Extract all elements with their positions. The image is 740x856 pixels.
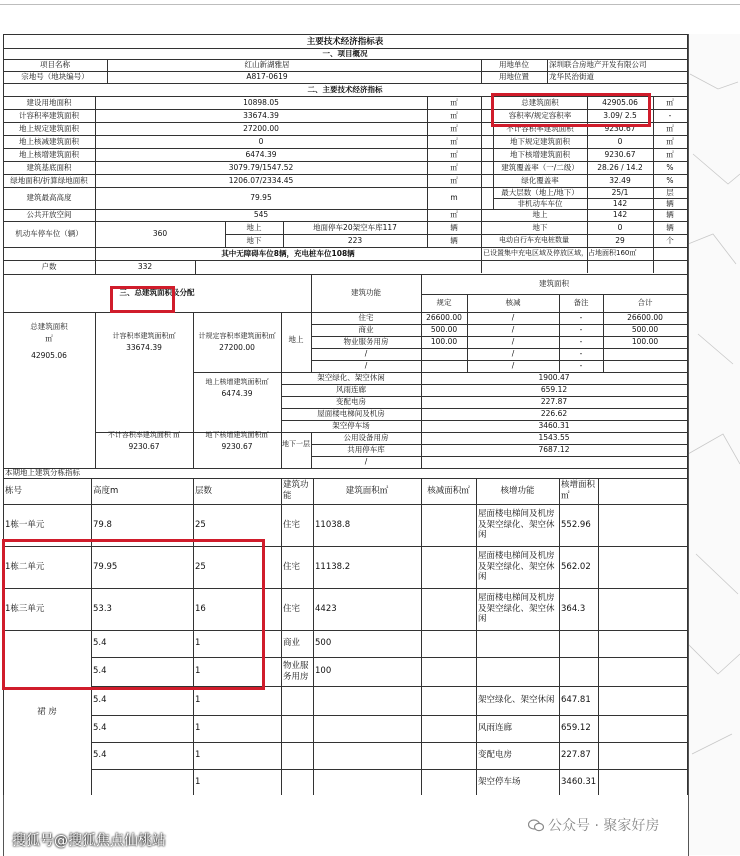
indicator-unit: - (668, 110, 672, 120)
grid-line (603, 294, 604, 312)
ug-area-value: 9230.67 (221, 442, 253, 452)
building-floors: 25 (195, 561, 206, 572)
podium-area (313, 686, 423, 715)
alloc-func: 住宅 (358, 313, 374, 323)
podium-floors: 1 (195, 776, 201, 787)
alloc-note: - (579, 349, 583, 359)
building-height: 53.3 (93, 603, 112, 614)
parking-below: 地下 (246, 235, 262, 245)
inc-area-value: 6474.39 (221, 389, 253, 399)
podium-area (313, 715, 423, 742)
podium-inc-func: 架空绿化、架空休闲 (478, 695, 555, 706)
grid-line (467, 294, 468, 312)
podium-inc-func: 变配电房 (478, 750, 513, 761)
grid-line (559, 312, 560, 372)
total-area-label: 总建筑面积 (30, 322, 68, 332)
indicator-label: 建筑最高高度 (26, 193, 72, 203)
grid-line (311, 456, 687, 457)
indicator-value: 25/1 (611, 187, 629, 197)
indicator-label: 地上规定建筑面积 (19, 123, 79, 133)
land-user-label: 用地单位 (499, 60, 529, 70)
grid-line (3, 34, 687, 35)
ug-func: 共用停车库 (347, 445, 385, 455)
indicator-label: 地上核增建筑面积 (19, 149, 79, 159)
grid-line (95, 96, 96, 221)
podium-inc-area (559, 630, 600, 657)
alloc-total: 26600.00 (627, 313, 663, 323)
building-id: 1栋二单元 (5, 561, 45, 572)
inc-value: 1900.47 (538, 373, 570, 383)
grid-line (311, 432, 312, 468)
above-ground-label: 地上 (288, 335, 304, 345)
grid-line (467, 312, 468, 372)
podium-floors: 1 (195, 723, 201, 734)
building-height: 79.8 (93, 519, 112, 530)
project-name: 红山新湖雅居 (244, 60, 290, 70)
indicator-value: 27200.00 (243, 123, 279, 133)
podium-func: 商业 (283, 638, 301, 649)
indicator-unit: ㎡ (450, 149, 458, 159)
building-height: 79.95 (93, 561, 118, 572)
far-area-value: 33674.39 (126, 343, 162, 353)
indicator-label: 公共开放空间 (26, 210, 72, 220)
highlight-total-area (491, 93, 651, 127)
far-area-label: 计容积率建筑面积㎡ (112, 331, 176, 340)
location: 龙华民治街道 (549, 72, 594, 82)
indicator-value: 9230.67 (604, 123, 636, 133)
parking-value: 0 (617, 222, 623, 232)
podium-inc-func (476, 657, 561, 686)
building-inc-area: 562.02 (561, 561, 591, 572)
alloc-spec (421, 360, 467, 372)
indicator-unit: ㎡ (450, 136, 458, 146)
indicator-label: 绿化覆盖率 (521, 175, 559, 185)
podium-area (313, 742, 423, 769)
podium-label: 裙 房 (37, 707, 57, 718)
parking-below-value: 223 (347, 235, 363, 245)
indicator-value: 32.49 (609, 175, 631, 185)
indicator-label: 非机动车车位 (517, 198, 563, 208)
indicator-label: 建设用地面积 (26, 97, 72, 107)
households-value: 332 (137, 262, 153, 272)
podium-floors: 1 (195, 666, 201, 677)
alloc-spec: 26600.00 (426, 313, 462, 323)
podium-area: 500 (315, 638, 332, 649)
indicator-unit: % (666, 162, 674, 172)
parking-unit: 辆 (666, 210, 674, 220)
indicator-label: 地下规定建筑面积 (510, 136, 570, 146)
section-title: 本期地上建筑分栋指标 (5, 468, 80, 478)
header-building: 栋号 (5, 485, 23, 496)
alloc-total: 100.00 (631, 337, 659, 347)
podium-func: 物业服务用房 (283, 660, 309, 682)
parcel-label: 宗地号（地块编号） (21, 72, 89, 82)
grid-line (281, 372, 282, 432)
grid-line (313, 478, 314, 795)
parking-note: 其中无障碍车位8辆，充电桩车位108辆 (221, 248, 355, 258)
indicator-unit: ㎡ (666, 97, 674, 107)
spec-header: 规定 (436, 298, 452, 308)
architectural-sketch (688, 34, 740, 855)
nonfar-area-label: 不计容积率建筑面积 ㎡ (107, 430, 181, 439)
building-inc-func: 屋面楼电梯间及机房及架空绿化、架空休闲 (478, 509, 555, 541)
header-inc-func: 核增功能 (500, 485, 535, 496)
inc-func: 架空停车场 (332, 421, 370, 431)
indicator-table (3, 34, 688, 855)
indicator-unit: % (666, 175, 674, 185)
alloc-reduce: / (511, 349, 515, 359)
alloc-reduce: / (511, 325, 515, 335)
grid-line (281, 478, 282, 795)
grid-line (311, 444, 687, 445)
indicator-unit: ㎡ (666, 136, 674, 146)
parking-label: 机动车停车位（辆） (15, 229, 83, 239)
grid-line (281, 408, 687, 409)
watermark-right-text: 公众号 · 聚家好房 (548, 818, 660, 834)
podium-area (313, 769, 423, 795)
ev-charger-label: 电动自行车充电桩数量 (499, 236, 569, 244)
parking-note-right: 已设置集中充电区域及停放区域，占地面积160㎡ (483, 249, 637, 257)
indicator-value: 0 (258, 136, 264, 146)
alloc-reduce: / (511, 337, 515, 347)
grid-line (427, 96, 428, 221)
total-header: 合计 (637, 298, 653, 308)
grid-line (421, 274, 422, 312)
func-header: 建筑功能 (351, 288, 381, 298)
podium-inc-func: 架空停车场 (478, 776, 521, 787)
parking-unit: 辆 (450, 235, 458, 245)
alloc-note: - (579, 325, 583, 335)
alloc-note: - (579, 337, 583, 347)
header-area: 建筑面积㎡ (345, 485, 389, 496)
location-label: 用地位置 (499, 72, 529, 82)
grid-line (476, 478, 477, 795)
podium-inc-area: 659.12 (561, 723, 591, 734)
inc-area-label: 地上核增建筑面积㎡ (205, 377, 269, 386)
indicator-value: 6474.39 (245, 149, 277, 159)
parcel-number: A817-0619 (246, 72, 288, 82)
inc-value: 659.12 (540, 385, 568, 395)
inc-func: 架空绿化、架空休闲 (317, 373, 385, 383)
indicator-label: 地上核减建筑面积 (19, 136, 79, 146)
building-inc-func: 屋面楼电梯间及机房及架空绿化、架空休闲 (478, 593, 555, 625)
podium-height: 5.4 (93, 750, 107, 761)
building-inc-func: 屋面楼电梯间及机房及架空绿化、架空休闲 (478, 551, 555, 583)
grid-line (311, 324, 687, 325)
indicator-value: 0 (617, 136, 623, 146)
indicator-unit: 层 (666, 187, 674, 197)
grid-line (481, 247, 482, 260)
podium-height: 5.4 (93, 695, 107, 706)
alloc-total (603, 348, 687, 360)
grid-line (481, 59, 482, 83)
grid-line (493, 198, 687, 199)
watermark-left: 搜狐号@搜狐焦点仙桃站 (12, 833, 166, 849)
parking-above-label: 地上 (532, 210, 548, 220)
ev-charger-value: 29 (615, 235, 625, 245)
alloc-note: - (579, 361, 583, 371)
indicator-label: 计容积率建筑面积 (19, 110, 79, 120)
indicator-unit: ㎡ (450, 210, 458, 220)
header-function: 建筑功能 (283, 480, 309, 501)
indicator-value: 545 (253, 210, 269, 220)
indicator-value: 10898.05 (243, 97, 279, 107)
wechat-icon (528, 819, 544, 832)
indicator-value: 3079.79/1547.52 (228, 162, 294, 172)
podium-inc-area: 3460.31 (561, 776, 597, 787)
building-area: 4423 (315, 603, 337, 614)
parking-total: 360 (152, 229, 168, 239)
inc-func: 变配电房 (336, 397, 366, 407)
grid-line (107, 59, 108, 83)
indicator-value: 33674.39 (243, 110, 279, 120)
alloc-reduce: / (511, 361, 515, 371)
indicator-unit: ㎡ (666, 123, 674, 133)
grid-line (281, 384, 687, 385)
indicator-label: 建筑基底面积 (26, 162, 72, 172)
highlight-building-heights (2, 539, 265, 690)
grid-line (687, 34, 688, 795)
parking-unit: 辆 (666, 222, 674, 232)
ug-value: 7687.12 (538, 445, 570, 455)
indicator-unit: ㎡ (450, 97, 458, 107)
indicator-label: 绿地面积/折算绿地面积 (10, 175, 88, 185)
grid-line (311, 312, 312, 372)
header-floors: 层数 (195, 485, 213, 496)
podium-floors: 1 (195, 638, 201, 649)
alloc-total: 500.00 (631, 325, 659, 335)
building-func: 住宅 (283, 603, 301, 614)
header-inc-area: 核增面积㎡ (561, 480, 596, 501)
grid-line (559, 294, 560, 312)
ug-value: 1543.55 (538, 433, 570, 443)
section-title: 三、总建筑面积及分配 (119, 288, 195, 298)
grid-line (95, 221, 96, 247)
alloc-func: 商业 (358, 325, 374, 335)
parking-above: 地上 (246, 222, 262, 232)
podium-inc-func: 风雨连廊 (478, 723, 513, 734)
building-func: 住宅 (283, 519, 301, 530)
note-header: 备注 (573, 298, 589, 308)
building-inc-area: 552.96 (561, 519, 591, 530)
indicator-unit: ㎡ (450, 175, 458, 185)
grid-line (421, 312, 422, 468)
grid-line (311, 274, 312, 312)
highlight-households (110, 286, 175, 313)
alloc-spec: 100.00 (430, 337, 458, 347)
land-user: 深圳联合房地产开发有限公司 (549, 60, 647, 70)
podium-area: 100 (315, 666, 332, 677)
top-divider (0, 4, 740, 5)
project-name-label: 项目名称 (40, 60, 70, 70)
building-floors: 16 (195, 603, 206, 614)
podium-func (281, 742, 315, 769)
grid-line (421, 478, 422, 795)
indicator-label: 不计容积率建筑面积 (506, 123, 574, 133)
indicator-value: 79.95 (250, 193, 272, 203)
parking-unit: 辆 (450, 222, 458, 232)
podium-height: 5.4 (93, 723, 107, 734)
parking-value: 142 (612, 210, 628, 220)
alloc-total (603, 360, 687, 372)
building-inc-area: 364.3 (561, 603, 586, 614)
indicator-unit: ㎡ (450, 162, 458, 172)
indicator-value: 3.09/ 2.5 (603, 110, 637, 120)
alloc-spec (421, 348, 467, 360)
households-label: 户数 (41, 262, 57, 272)
grid-line (95, 247, 96, 260)
grid-line (598, 478, 599, 795)
alloc-spec: 500.00 (430, 325, 458, 335)
grid-line (547, 59, 548, 83)
ug-func: 公用设备用房 (343, 433, 389, 443)
nonfar-area-value: 9230.67 (128, 442, 160, 452)
building-id: 1栋三单元 (5, 603, 45, 614)
total-area-unit: ㎡ (45, 334, 53, 344)
header-reduce: 核减面积㎡ (427, 485, 470, 496)
indicator-label: 最大层数（地上/地下） (501, 187, 579, 197)
podium-func (281, 715, 315, 742)
grid-line (281, 396, 687, 397)
indicator-value: 42905.06 (602, 97, 638, 107)
alloc-reduce: / (511, 313, 515, 323)
section-title: 二、主要技术经济指标 (307, 84, 383, 94)
building-id: 1栋一单元 (5, 519, 45, 530)
grid-line (603, 312, 604, 372)
watermark-right (528, 815, 659, 835)
parking-above-desc: 地面停车20架空车库117 (313, 222, 397, 232)
podium-inc-area: 227.87 (561, 750, 591, 761)
ug-area-label: 地下核增建筑面积㎡ (205, 430, 269, 439)
alloc-func: / (364, 361, 368, 371)
underground-floor-label: 地下一层 (282, 439, 310, 448)
podium-inc-area: 647.81 (561, 695, 591, 706)
grid-line (95, 260, 96, 274)
grid-line (195, 260, 196, 274)
inc-value: 3460.31 (538, 421, 570, 431)
podium-inc-area (559, 657, 600, 686)
indicator-label: 建筑覆盖率（一/二级） (501, 162, 579, 172)
indicator-unit: 辆 (666, 198, 674, 208)
podium-height: 5.4 (93, 638, 107, 649)
area-header: 建筑面积 (539, 279, 569, 289)
indicator-label: 总建筑面积 (521, 97, 559, 107)
reduce-header: 核减 (505, 298, 521, 308)
spec-area-value: 27200.00 (219, 343, 255, 353)
indicator-unit: m (450, 193, 458, 203)
podium-func (281, 686, 315, 715)
podium-func (281, 769, 315, 795)
ug-func: / (364, 457, 368, 467)
header-height: 高度m (93, 485, 119, 496)
indicator-value: 28.26 / 14.2 (597, 162, 643, 172)
indicator-unit: ㎡ (450, 123, 458, 133)
building-func: 住宅 (283, 561, 301, 572)
building-area: 11138.2 (315, 561, 351, 572)
indicator-label: 地下核增建筑面积 (510, 149, 570, 159)
table-title: 主要技术经济指标表 (306, 36, 384, 47)
indicator-unit: ㎡ (450, 110, 458, 120)
indicator-value: 1206.07/2334.45 (228, 175, 294, 185)
alloc-func: / (364, 349, 368, 359)
indicator-unit: ㎡ (666, 149, 674, 159)
indicator-value: 9230.67 (604, 149, 636, 159)
podium-floors: 1 (195, 695, 201, 706)
grid-line (311, 348, 687, 349)
indicator-label: 容积率/规定容积率 (508, 110, 572, 120)
ev-charger-unit: 个 (666, 235, 674, 245)
grid-line (559, 478, 560, 795)
indicator-value: 142 (612, 198, 628, 208)
building-area: 11038.8 (315, 519, 351, 530)
podium-height (91, 769, 195, 795)
inc-func: 风雨连廊 (336, 385, 366, 395)
section-title: 一、项目概况 (322, 48, 368, 58)
building-floors: 25 (195, 519, 206, 530)
inc-func: 屋面楼电梯间及机房 (317, 409, 385, 419)
podium-inc-func (476, 630, 561, 657)
alloc-func: 物业服务用房 (343, 337, 389, 347)
podium-height: 5.4 (93, 666, 107, 677)
podium-floors: 1 (195, 750, 201, 761)
total-area-value: 42905.06 (31, 351, 67, 361)
grid-line (311, 360, 687, 361)
ug-value (421, 456, 687, 468)
inc-value: 227.87 (540, 397, 568, 407)
alloc-note: - (579, 313, 583, 323)
parking-below-label: 地下 (532, 222, 548, 232)
grid-line (311, 336, 687, 337)
grid-line (281, 420, 687, 421)
spec-area-label: 计规定容积率建筑面积㎡ (198, 331, 276, 340)
inc-value: 226.62 (540, 409, 568, 419)
